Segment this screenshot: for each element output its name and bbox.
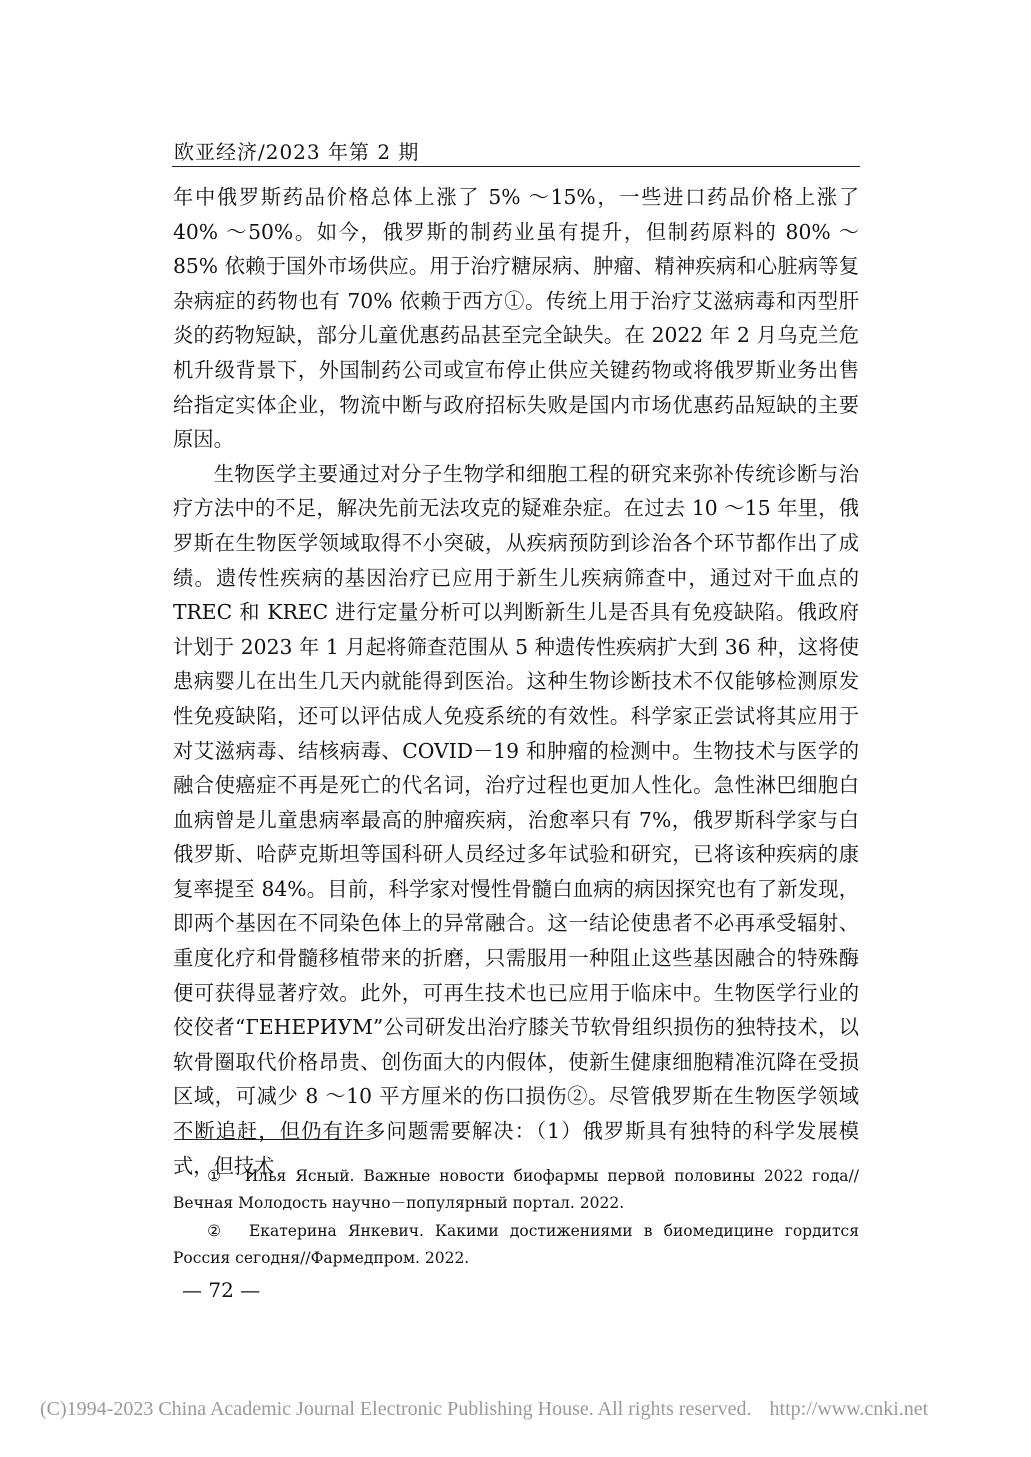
page-number: — 72 —	[182, 1278, 261, 1302]
footnote-1: ① Илья Ясный. Важные новости биофармы первой половины 2022 года//Вечная Молодость научно－популярный портал. 2022.	[173, 1167, 859, 1212]
copyright-notice: (C)1994-2023 China Academic Journal Electronic Publishing House. All rights reserved.	[40, 1398, 752, 1420]
paragraph-biomedicine: 生物医学主要通过对分子生物学和细胞工程的研究来弥补传统诊断与治疗方法中的不足，解决先前无法攻克的疑难杂症。在过去 10 ～15 年里，俄罗斯在生物医学领域取得不小突破，从疾病预防到诊治各个环节都作出了成绩。遗传性疾病的基因治疗已应用于新生儿疾病筛查中，通过对干血点的 TREC 和 KREC 进行定量分析可以判断新生儿是否具有免疫缺陷。俄政府计划于 2023 年 1 月起将筛查范围从 5 种遗传性疾病扩大到 36 种，这将使患病婴儿在出生几天内就能得到医治。这种生物诊断技术不仅能够检测原发性免疫缺陷，还可以评估成人免疫系统的有效性。科学家正尝试将其应用于对艾滋病毒、结核病毒、COVID－19 和肿瘤的检测中。生物技术与医学的融合使癌症不再是死亡的代名词，治疗过程也更加人性化。急性淋巴细胞白血病曾是儿童患病率最高的肿瘤疾病，治愈率只有 7%，俄罗斯科学家与白俄罗斯、哈萨克斯坦等国科研人员经过多年试验和研究，已将该种疾病的康复率提至 84%。目前，科学家对慢性骨髓白血病的病因探究也有了新发现，即两个基因在不同染色体上的异常融合。这一结论使患者不必再承受辐射、重度化疗和骨髓移植带来的折磨，只需服用一种阻止这些基因融合的特殊酶便可获得显著疗效。此外，可再生技术也已应用于临床中。生物医学行业的佼佼者“ГЕНЕРИУМ”公司研发出治疗膝关节软骨组织损伤的独特技术，以软骨圈取代价格昂贵、创伤面大的内假体，使新生健康细胞精准沉降在受损区域，可减少 8 ～10 平方厘米的伤口损伤②。尽管俄罗斯在生物医学领域不断追赶，但仍有许多问题需要解决：（1）俄罗斯具有独特的科学发展模式，但技术	[173, 461, 859, 1178]
header-rule	[172, 166, 860, 167]
footnote-2: ② Екатерина Янкевич. Какими достижениями в биомедицине гордится Россия сегодня//Фармедпром. 2022.	[173, 1222, 859, 1267]
footnotes	[173, 1163, 859, 1273]
paragraph-continuation: 年中俄罗斯药品价格总体上涨了 5% ～15%，一些进口药品价格上涨了 40% ～50%。如今，俄罗斯的制药业虽有提升，但制药原料的 80% ～85% 依赖于国外市场供应。用于治疗糖尿病、肿瘤、精神疾病和心脏病等复杂病症的药物也有 70% 依赖于西方①。传统上用于治疗艾滋病毒和丙型肝炎的药物短缺，部分儿童优惠药品甚至完全缺失。在 2022 年 2 月乌克兰危机升级背景下，外国制药公司或宣布停止供应关键药物或将俄罗斯业务出售给指定实体企业，物流中断与政府招标失败是国内市场优惠药品短缺的主要原因。	[173, 185, 859, 452]
footnote-rule	[174, 1139, 370, 1140]
running-header: 欧亚经济/2023 年第 2 期	[174, 140, 420, 164]
source-url: http://www.cnki.net	[769, 1398, 929, 1420]
article-body	[173, 180, 859, 1183]
copyright-footer	[40, 1398, 1000, 1421]
